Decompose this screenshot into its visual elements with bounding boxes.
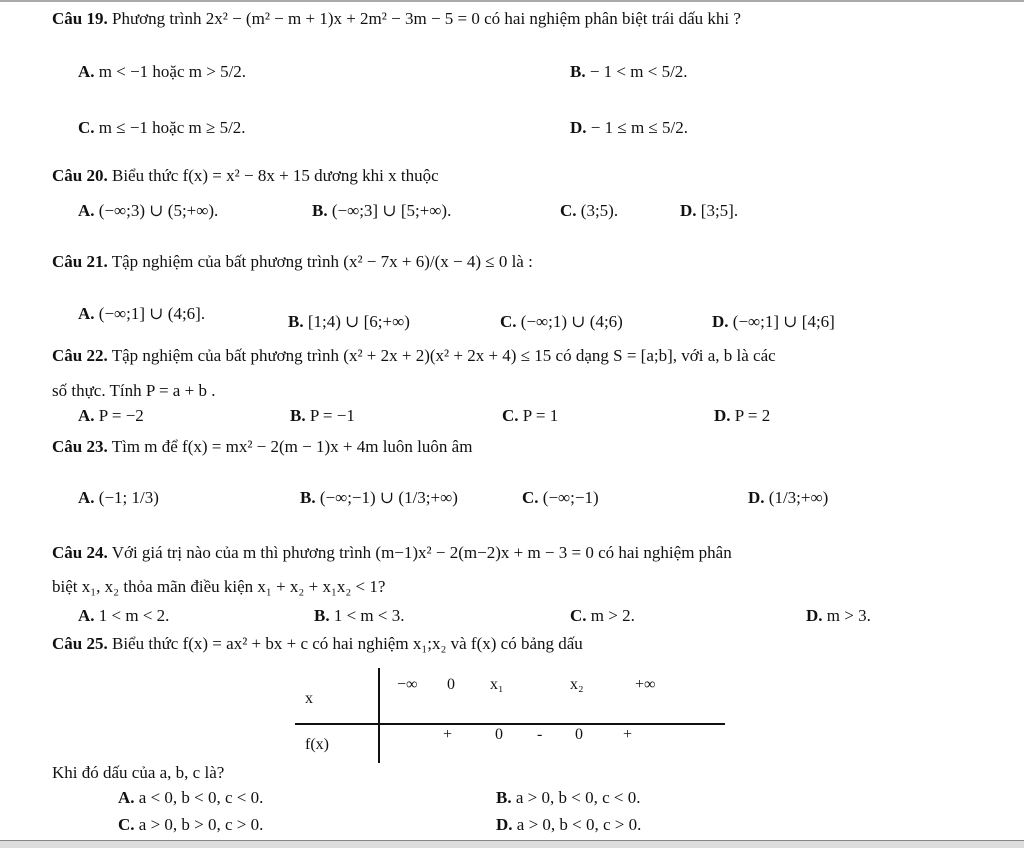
sign-table-vertical-rule	[378, 668, 380, 763]
q19-option-b[interactable]	[570, 62, 688, 82]
q24-option-a-text: 1 < m < 2.	[98, 606, 170, 625]
q22-option-a-label: A.	[78, 406, 95, 425]
question-25	[52, 634, 583, 654]
question-24-line2	[52, 577, 385, 597]
question-22-label: Câu 22.	[52, 346, 108, 365]
question-19-label: Câu 19.	[52, 9, 108, 28]
question-22-line2	[52, 381, 215, 401]
question-20-text: Biểu thức f(x) = x² − 8x + 15 dương khi x thuộc	[111, 166, 439, 185]
q22-option-a-text: P = −2	[98, 406, 144, 425]
q19-option-c-label: C.	[78, 118, 95, 137]
question-20-label: Câu 20.	[52, 166, 108, 185]
sign-table	[295, 668, 725, 763]
q24-option-d-label: D.	[806, 606, 823, 625]
q25-option-a-text: a < 0, b < 0, c < 0.	[138, 788, 264, 807]
q23-option-b-label: B.	[300, 488, 316, 507]
q21-option-a-text: (−∞;1] ∪ (4;6].	[98, 304, 206, 323]
q20-option-d-label: D.	[680, 201, 697, 220]
q24-option-d[interactable]	[806, 606, 871, 626]
q19-option-a-label: A.	[78, 62, 95, 81]
question-21	[52, 252, 533, 272]
q20-option-c-label: C.	[560, 201, 577, 220]
q19-option-b-text: − 1 < m < 5/2.	[589, 62, 688, 81]
question-24	[52, 543, 732, 563]
q21-option-c-text: (−∞;1) ∪ (4;6)	[520, 312, 623, 331]
q22-option-a[interactable]	[78, 406, 144, 426]
question-20	[52, 166, 439, 186]
question-25-text: Biểu thức f(x) = ax² + bx + c có hai nghiệm x₁;x₂ và f(x) có bảng dấu	[111, 634, 583, 653]
q19-option-d-label: D.	[570, 118, 587, 137]
q25-option-b[interactable]	[496, 788, 640, 808]
q20-option-a[interactable]	[78, 201, 218, 221]
question-22-text2: số thực. Tính P = a + b .	[52, 381, 216, 400]
q24-option-c[interactable]	[570, 606, 635, 626]
q23-option-b-text: (−∞;−1) ∪ (1/3;+∞)	[319, 488, 458, 507]
q22-option-c[interactable]	[502, 406, 558, 426]
q23-option-c[interactable]	[522, 488, 599, 508]
question-19-text: Phương trình 2x² − (m² − m + 1)x + 2m² − 3m − 5 = 0 có hai nghiệm phân biệt trái dấu khi ?	[111, 9, 741, 28]
q21-option-d[interactable]	[712, 312, 835, 332]
sign-table-horizontal-rule	[295, 723, 725, 725]
q24-option-a[interactable]	[78, 606, 169, 626]
q23-option-d[interactable]	[748, 488, 828, 508]
q19-option-a[interactable]	[78, 62, 246, 82]
q20-option-b-text: (−∞;3] ∪ [5;+∞).	[331, 201, 452, 220]
question-19	[52, 9, 741, 29]
sign-table-fx-value: 0	[575, 726, 583, 743]
q19-option-d[interactable]	[570, 118, 688, 138]
q19-option-a-text: m < −1 hoặc m > 5/2.	[98, 62, 247, 81]
q22-option-c-text: P = 1	[522, 406, 559, 425]
q19-option-d-text: − 1 ≤ m ≤ 5/2.	[590, 118, 688, 137]
sign-table-x-value: −∞	[397, 676, 418, 693]
q22-option-b-label: B.	[290, 406, 306, 425]
q24-option-b-text: 1 < m < 3.	[333, 606, 405, 625]
sign-table-x-value: 0	[447, 676, 455, 693]
q22-option-b[interactable]	[290, 406, 355, 426]
q21-option-c-label: C.	[500, 312, 517, 331]
q25-option-b-text: a > 0, b < 0, c < 0.	[515, 788, 641, 807]
question-24-text2: biệt x₁, x₂ thỏa mãn điều kiện x₁ + x₂ + x₁x₂ < 1?	[52, 577, 386, 596]
q25-option-a[interactable]	[118, 788, 263, 808]
q25-option-d-label: D.	[496, 815, 513, 834]
top-border	[0, 0, 1024, 2]
q25-option-d-text: a > 0, b < 0, c > 0.	[516, 815, 642, 834]
q22-option-d-label: D.	[714, 406, 731, 425]
q25-option-c[interactable]	[118, 815, 263, 835]
q23-option-b[interactable]	[300, 488, 458, 508]
q20-option-a-label: A.	[78, 201, 95, 220]
q23-option-a-label: A.	[78, 488, 95, 507]
sign-table-fx-value: +	[623, 726, 633, 743]
q25-option-a-label: A.	[118, 788, 135, 807]
q23-option-d-text: (1/3;+∞)	[768, 488, 829, 507]
question-22-text: Tập nghiệm của bất phương trình (x² + 2x + 2)(x² + 2x + 4) ≤ 15 có dạng S = [a;b], với a, b là các	[111, 346, 776, 365]
question-25-prompt	[52, 763, 224, 783]
sign-table-x-value: x₁	[490, 676, 504, 693]
q19-option-b-label: B.	[570, 62, 586, 81]
sign-table-x-value: x₂	[570, 676, 584, 693]
q21-option-b[interactable]	[288, 312, 410, 332]
q25-option-b-label: B.	[496, 788, 512, 807]
question-24-label: Câu 24.	[52, 543, 108, 562]
q20-option-d[interactable]	[680, 201, 738, 221]
q19-option-c[interactable]	[78, 118, 246, 138]
q21-option-d-label: D.	[712, 312, 729, 331]
q19-option-c-text: m ≤ −1 hoặc m ≥ 5/2.	[98, 118, 246, 137]
sign-table-fx-header: f(x)	[305, 736, 329, 753]
q20-option-a-text: (−∞;3) ∪ (5;+∞).	[98, 201, 219, 220]
q24-option-d-text: m > 3.	[826, 606, 871, 625]
q22-option-d-text: P = 2	[734, 406, 771, 425]
q21-option-b-text: [1;4) ∪ [6;+∞)	[307, 312, 410, 331]
q20-option-c-text: (3;5).	[580, 201, 619, 220]
q24-option-b-label: B.	[314, 606, 330, 625]
q20-option-b[interactable]	[312, 201, 451, 221]
q25-option-d[interactable]	[496, 815, 641, 835]
q21-option-a[interactable]	[78, 304, 205, 324]
q25-option-c-text: a > 0, b > 0, c > 0.	[138, 815, 264, 834]
q20-option-c[interactable]	[560, 201, 618, 221]
q23-option-a-text: (−1; 1/3)	[98, 488, 159, 507]
question-25-label: Câu 25.	[52, 634, 108, 653]
q23-option-d-label: D.	[748, 488, 765, 507]
q20-option-b-label: B.	[312, 201, 328, 220]
q21-option-c[interactable]	[500, 312, 623, 332]
q22-option-d[interactable]	[714, 406, 770, 426]
question-21-text: Tập nghiệm của bất phương trình (x² − 7x + 6)/(x − 4) ≤ 0 là :	[111, 252, 533, 271]
q21-option-b-label: B.	[288, 312, 304, 331]
q24-option-c-text: m > 2.	[590, 606, 635, 625]
q23-option-c-text: (−∞;−1)	[542, 488, 599, 507]
question-22	[52, 346, 776, 366]
sign-table-x-header: x	[305, 690, 313, 707]
question-23-label: Câu 23.	[52, 437, 108, 456]
q24-option-b[interactable]	[314, 606, 405, 626]
q22-option-c-label: C.	[502, 406, 519, 425]
q25-option-c-label: C.	[118, 815, 135, 834]
sign-table-fx-value: +	[443, 726, 453, 743]
question-24-text: Với giá trị nào của m thì phương trình (m−1)x² − 2(m−2)x + m − 3 = 0 có hai nghiệm phân	[111, 543, 732, 562]
q24-option-a-label: A.	[78, 606, 95, 625]
q23-option-a[interactable]	[78, 488, 159, 508]
q21-option-a-label: A.	[78, 304, 95, 323]
q23-option-c-label: C.	[522, 488, 539, 507]
q24-option-c-label: C.	[570, 606, 587, 625]
sign-table-fx-value: 0	[495, 726, 503, 743]
question-25-question: Khi đó dấu của a, b, c là?	[52, 763, 225, 782]
sign-table-fx-value: -	[537, 726, 543, 743]
question-23	[52, 437, 472, 457]
question-23-text: Tìm m để f(x) = mx² − 2(m − 1)x + 4m luôn luôn âm	[111, 437, 473, 456]
q21-option-d-text: (−∞;1] ∪ [4;6]	[732, 312, 835, 331]
q22-option-b-text: P = −1	[309, 406, 355, 425]
q20-option-d-text: [3;5].	[700, 201, 739, 220]
sign-table-x-value: +∞	[635, 676, 656, 693]
question-21-label: Câu 21.	[52, 252, 108, 271]
